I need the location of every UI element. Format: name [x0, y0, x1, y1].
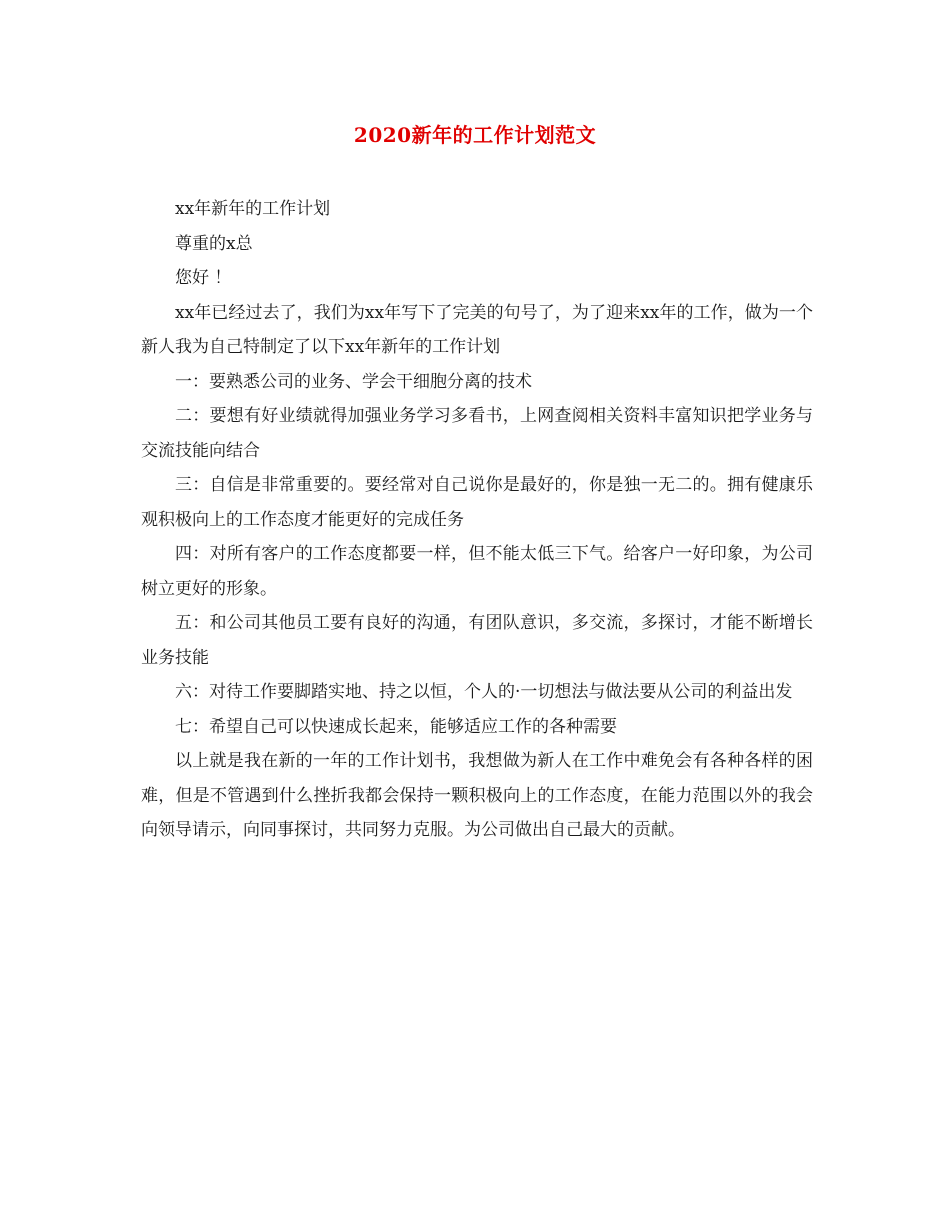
document-title: 2020新年的工作计划范文	[353, 123, 597, 147]
document-body	[141, 192, 813, 848]
paragraph-item-7: 七：希望自己可以快速成长起来，能够适应工作的各种需要	[175, 716, 617, 737]
paragraph-item-6: 六：对待工作要脚踏实地、持之以恒，个人的·一切想法与做法要从公司的利益出发	[175, 682, 793, 702]
paragraph-salutation: 尊重的x总	[175, 233, 253, 254]
paragraph-item-5: 五：和公司其他员工要有良好的沟通，有团队意识，多交流，多探讨，才能不断增长业务技能	[141, 613, 813, 668]
paragraph-plan-heading: xx年新年的工作计划	[175, 199, 331, 219]
paragraph-intro: xx年已经过去了，我们为xx年写下了完美的句号了，为了迎来xx年的工作，做为一个新人我为自己特制定了以下xx年新年的工作计划	[141, 302, 813, 357]
paragraph-item-4: 四：对所有客户的工作态度都要一样，但不能太低三下气。给客户一好印象，为公司树立更好的形象。	[141, 544, 813, 599]
paragraph-conclusion: 以上就是我在新的一年的工作计划书，我想做为新人在工作中难免会有各种各样的困难，但是不管遇到什么挫折我都会保持一颗积极向上的工作态度，在能力范围以外的我会向领导请示，向同事探讨，共同努力克服。为公司做出自己最大的贡献。	[141, 751, 813, 840]
paragraph-item-3: 三：自信是非常重要的。要经常对自己说你是最好的，你是独一无二的。拥有健康乐观积极向上的工作态度才能更好的完成任务	[141, 475, 813, 530]
paragraph-item-2: 二：要想有好业绩就得加强业务学习多看书，上网查阅相关资料丰富知识把学业务与交流技能向结合	[141, 406, 813, 461]
paragraph-item-1: 一：要熟悉公司的业务、学会干细胞分离的技术	[175, 371, 532, 392]
paragraph-greeting: 您好 ！	[175, 268, 232, 288]
